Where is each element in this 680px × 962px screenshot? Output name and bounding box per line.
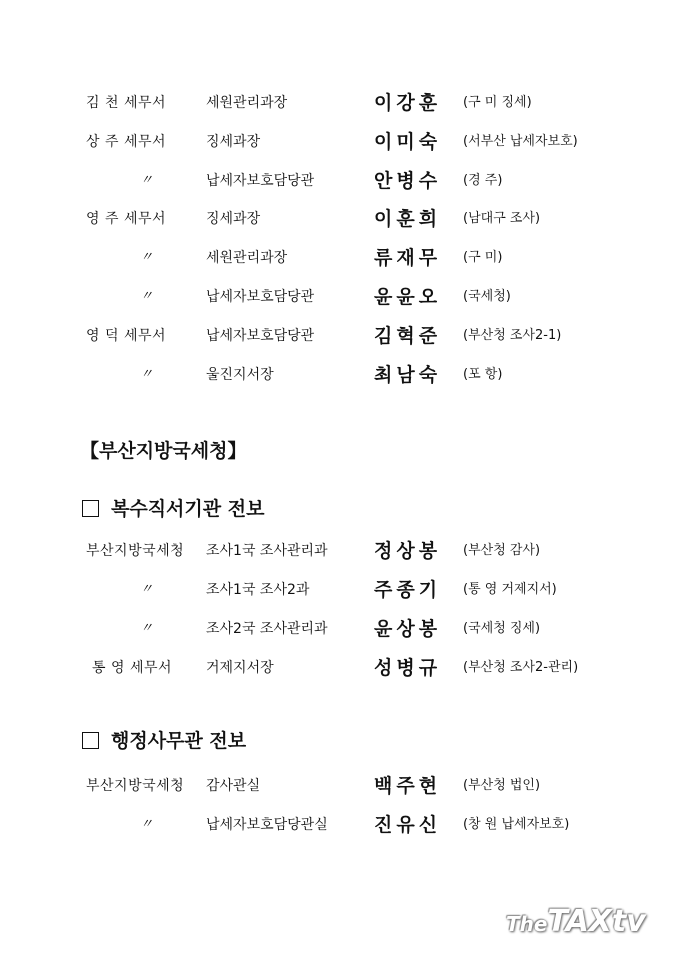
subsection-heading [82,728,246,754]
appointment-row [0,91,680,115]
previous-post: (서부산 납세자보호) [463,134,578,149]
person-name: 윤윤오 [374,286,442,308]
subsection-title: 행정사무관 전보 [111,730,247,752]
position: 조사1국 조사2과 [206,582,310,598]
person-name: 김혁준 [374,325,442,347]
office: 영 덕 세무서 [86,328,167,344]
appointment-row [0,324,680,348]
person-name: 성병규 [374,657,442,679]
person-name: 진유신 [374,814,442,836]
person-name: 이훈희 [374,208,442,230]
subsection-heading [82,496,264,522]
person-name: 안병수 [374,170,442,192]
appointment-row [0,363,680,387]
office: 부산지방국세청 [86,778,185,794]
thetaxtv-watermark-logo: TheTAXtv [506,904,646,939]
position: 납세자보호담당관 [206,328,315,344]
appointment-row [0,246,680,270]
office: 부산지방국세청 [86,543,185,559]
person-name: 윤상봉 [374,618,442,640]
position: 납세자보호담당관실 [206,817,328,833]
appointment-row [0,813,680,837]
position: 징세과장 [206,134,261,150]
person-name: 최남숙 [374,364,442,386]
previous-post: (부산청 법인) [463,778,541,793]
person-name: 류재무 [374,247,442,269]
person-name: 주종기 [374,579,442,601]
position: 납세자보호담당관 [206,173,315,189]
appointment-row [0,285,680,309]
previous-post: (구 미) [463,250,503,265]
previous-post: (부산청 조사2-관리) [463,660,579,675]
checkbox-square-icon [82,500,99,517]
person-name: 정상봉 [374,540,442,562]
ditto-mark: 〃 [140,817,154,832]
appointment-row [0,578,680,602]
previous-post: (국세청) [463,289,511,304]
previous-post: (부산청 조사2-1) [463,328,562,343]
ditto-mark: 〃 [140,289,154,304]
appointment-row [0,617,680,641]
position: 감사관실 [206,778,261,794]
section-title: 【부산지방국세청】 [80,440,247,462]
office: 상 주 세무서 [86,134,167,150]
position: 울진지서장 [206,367,274,383]
previous-post: (통 영 거제지서) [463,582,557,597]
ditto-mark: 〃 [140,582,154,597]
person-name: 이강훈 [374,92,442,114]
office: 김 천 세무서 [86,95,167,111]
previous-post: (남대구 조사) [463,211,541,226]
position: 거제지서장 [206,660,274,676]
position: 조사1국 조사관리과 [206,543,328,559]
ditto-mark: 〃 [140,250,154,265]
office: 영 주 세무서 [86,211,167,227]
ditto-mark: 〃 [140,367,154,382]
ditto-mark: 〃 [140,621,154,636]
previous-post: (국세청 징세) [463,621,541,636]
appointment-row [0,130,680,154]
previous-post: (창 원 납세자보호) [463,817,570,832]
previous-post: (부산청 감사) [463,543,541,558]
checkbox-square-icon [82,732,99,749]
office: 통 영 세무서 [92,660,173,676]
appointment-row [0,656,680,680]
position: 조사2국 조사관리과 [206,621,328,637]
appointment-row [0,774,680,798]
person-name: 이미숙 [374,131,442,153]
position: 세원관리과장 [206,95,288,111]
person-name: 백주현 [374,775,442,797]
position: 납세자보호담당관 [206,289,315,305]
previous-post: (경 주) [463,173,503,188]
appointment-row [0,539,680,563]
position: 세원관리과장 [206,250,288,266]
position: 징세과장 [206,211,261,227]
previous-post: (포 항) [463,367,503,382]
ditto-mark: 〃 [140,173,154,188]
appointment-row [0,169,680,193]
appointment-row [0,207,680,231]
subsection-title: 복수직서기관 전보 [111,498,265,520]
previous-post: (구 미 징세) [463,95,532,110]
